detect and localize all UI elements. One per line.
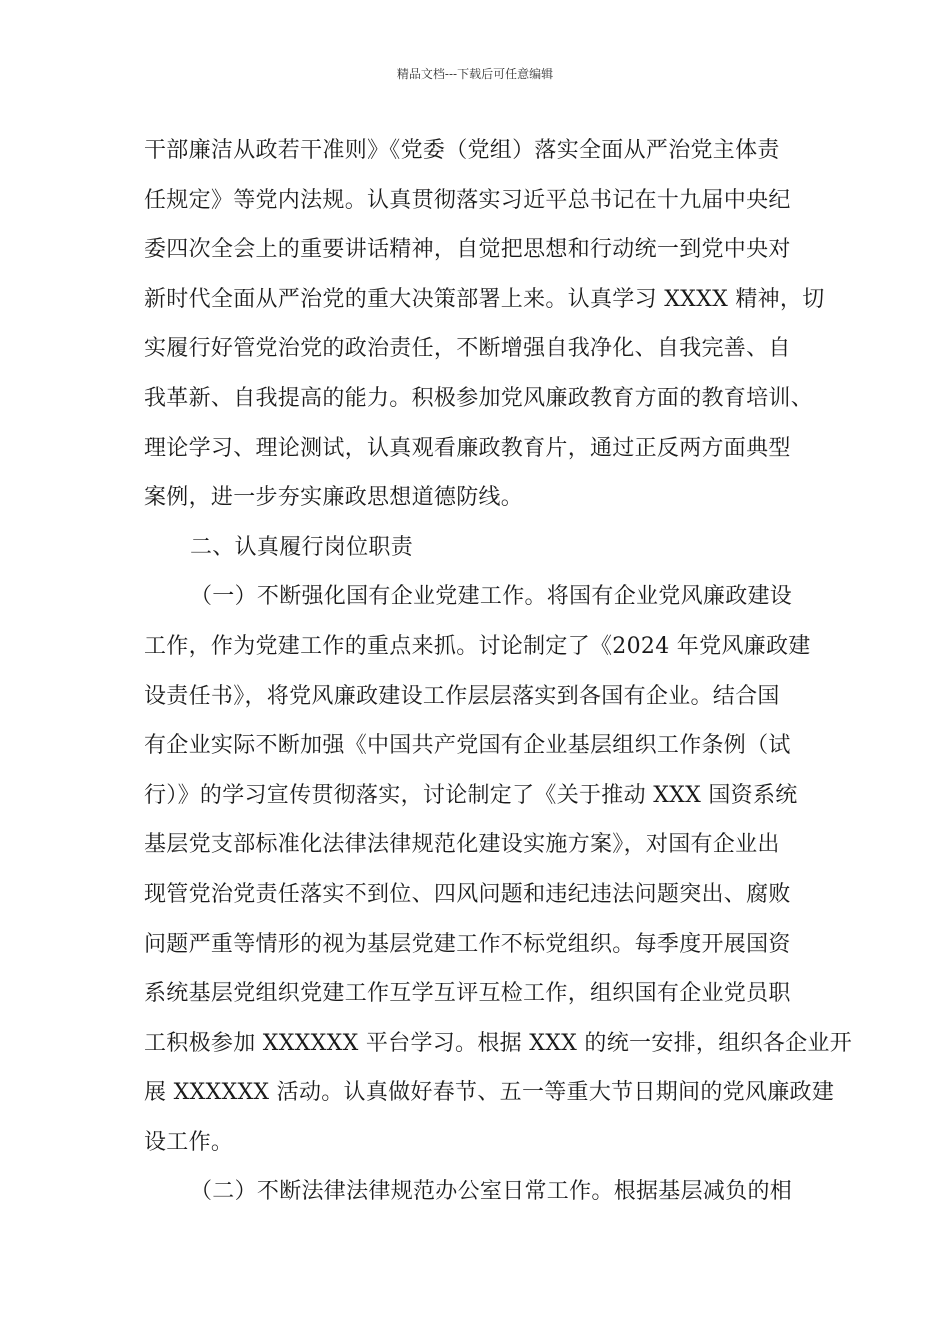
text-line: 设工作。 [144, 1129, 234, 1155]
text-line: 实履行好管党治党的政治责任，不断增强自我净化、自我完善、自 [144, 336, 791, 362]
text-line: 我革新、自我提高的能力。积极参加党风廉政教育方面的教育培训、 [144, 385, 814, 411]
text-line: （二）不断法律法律规范办公室日常工作。根据基层减负的相 [190, 1179, 793, 1205]
section-heading: 二、认真履行岗位职责 [190, 534, 414, 560]
text-line: 工作，作为党建工作的重点来抓。讨论制定了《2024 年党风廉政建 [144, 633, 811, 659]
text-line: 案例，进一步夯实廉政思想道德防线。 [144, 485, 524, 511]
text-line: 工积极参加 XXXXXX 平台学习。根据 XXX 的统一安排，组织各企业开 [144, 1030, 853, 1056]
text-line: 设责任书》，将党风廉政建设工作层层落实到各国有企业。结合国 [144, 683, 780, 709]
text-line: （一）不断强化国有企业党建工作。将国有企业党风廉政建设 [190, 584, 793, 610]
page-header: 精品文档---下载后可任意编辑 [396, 67, 554, 81]
text-line: 干部廉洁从政若干准则》《党委（党组）落实全面从严治党主体责 [144, 138, 780, 163]
text-line: 任规定》等党内法规。认真贯彻落实习近平总书记在十九届中央纪 [144, 187, 791, 213]
text-line: 委四次全会上的重要讲话精神，自觉把思想和行动统一到党中央对 [144, 237, 791, 263]
text-line: 新时代全面从严治党的重大决策部署上来。认真学习 XXXX 精神，切 [144, 286, 825, 312]
text-line: 问题严重等情形的视为基层党建工作不标党组织。每季度开展国资 [144, 931, 791, 957]
text-line: 基层党支部标准化法律法律规范化建设实施方案》，对国有企业出 [144, 832, 780, 858]
text-line: 有企业实际不断加强《中国共产党国有企业基层组织工作条例（试 [144, 733, 791, 759]
text-line: 理论学习、理论测试，认真观看廉政教育片，通过正反两方面典型 [144, 435, 791, 461]
document-body [144, 126, 853, 1217]
text-line: 系统基层党组织党建工作互学互评互检工作，组织国有企业党员职 [144, 981, 791, 1007]
text-line: 现管党治党责任落实不到位、四风问题和违纪违法问题突出、腐败 [144, 881, 791, 907]
text-line: 展 XXXXXX 活动。认真做好春节、五一等重大节日期间的党风廉政建 [144, 1080, 835, 1106]
text-line: 行）》的学习宣传贯彻落实，讨论制定了《关于推动 XXX 国资系统 [144, 782, 798, 808]
